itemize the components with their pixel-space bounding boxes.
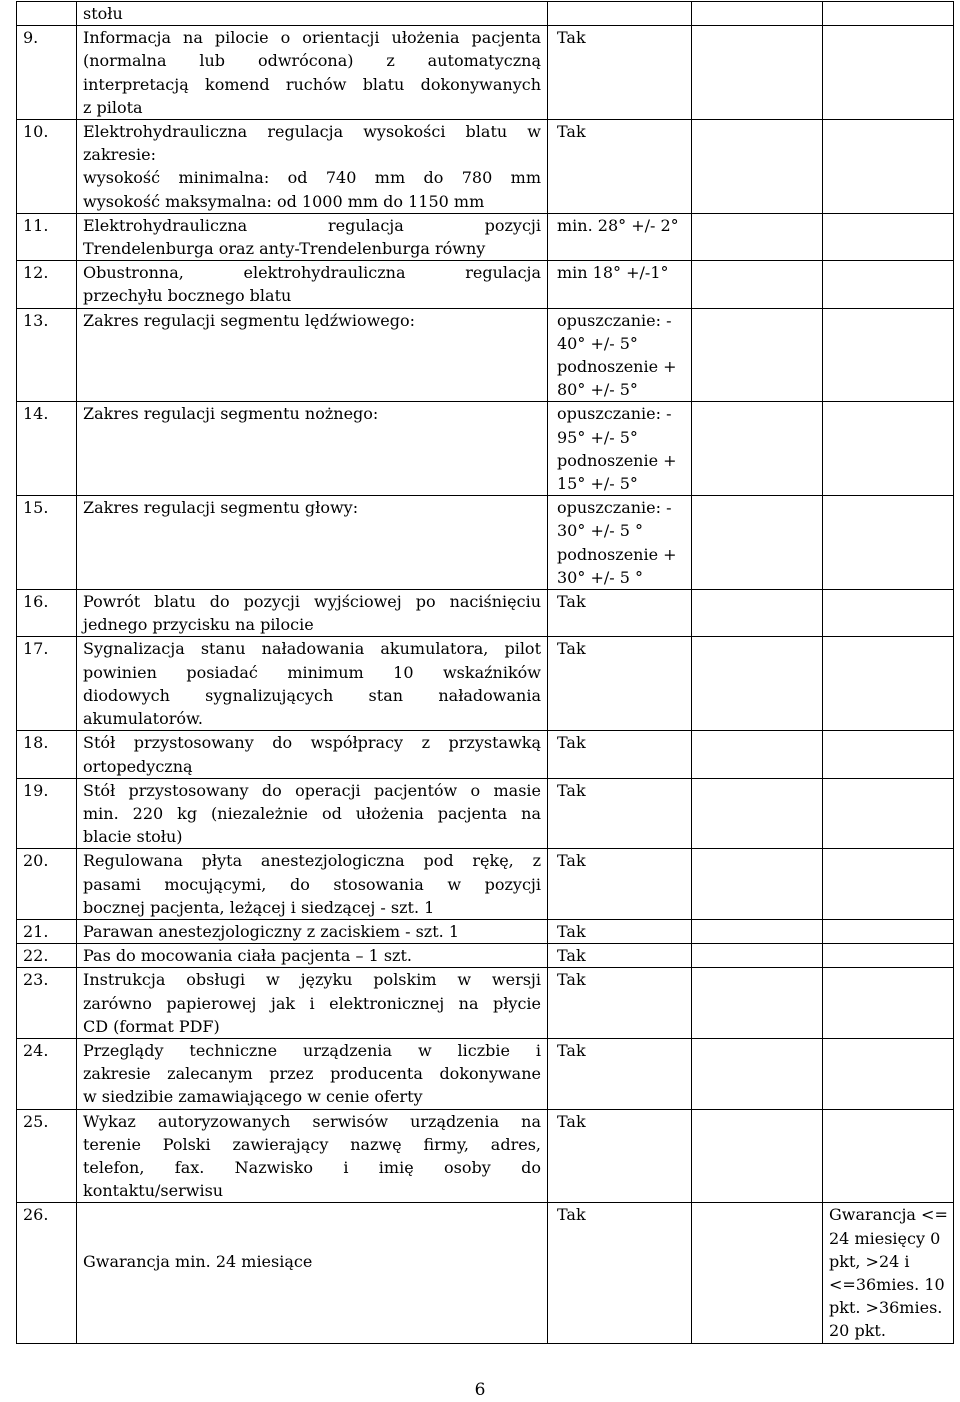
- row-answer-cell: [692, 637, 823, 731]
- row-points-cell: [823, 919, 954, 943]
- row-description-line: min. 220 kg (niezależnie od ułożenia pacjenta na: [83, 803, 541, 823]
- row-description-cell: [77, 2, 548, 26]
- row-answer-cell: [692, 1203, 823, 1343]
- row-description-cell: [77, 1109, 548, 1203]
- row-description-line: bocznej pacjenta, leżącej i siedzącej - szt. 1: [83, 897, 435, 917]
- row-value-line: 30° +/- 5 °: [557, 521, 643, 541]
- row-description-line: ortopedyczną: [83, 756, 193, 776]
- row-description-line: terenie Polski zawierający nazwę firmy, adres,: [83, 1134, 541, 1154]
- row-description-line: akumulatorów.: [83, 709, 203, 729]
- row-value-cell: Tak: [548, 1203, 692, 1343]
- row-number-cell: 21.: [17, 919, 77, 943]
- table-row: [17, 1203, 954, 1343]
- page-number: 6: [474, 1380, 486, 1400]
- points-criteria-line: <=36mies. 10: [829, 1274, 945, 1294]
- row-description-line: zarówno papierowej jak i elektronicznej na płycie: [83, 993, 541, 1013]
- row-description-line: stołu: [83, 4, 123, 23]
- row-description-line: Obustronna, elektrohydrauliczna regulacja: [83, 263, 541, 283]
- row-number-cell: 18.: [17, 731, 77, 778]
- row-value-cell: [548, 731, 692, 778]
- row-value-line: opuszczanie: -: [557, 310, 672, 330]
- row-description-line: Zakres regulacji segmentu nożnego:: [83, 404, 379, 424]
- row-description-line: pasami mocującymi, do stosowania w pozycji: [83, 874, 541, 894]
- row-value-line: Tak: [557, 780, 586, 800]
- row-value-line: 40° +/- 5°: [557, 333, 638, 353]
- row-description-cell: [77, 637, 548, 731]
- row-answer-cell: [692, 496, 823, 590]
- row-description-line: Stół przystosowany do operacji pacjentów o masie: [83, 780, 541, 800]
- row-value-line: podnoszenie +: [557, 450, 677, 470]
- row-answer-cell: [692, 778, 823, 849]
- row-number-cell: 25.: [17, 1109, 77, 1203]
- row-description-cell: [77, 213, 548, 260]
- row-value-cell: [548, 496, 692, 590]
- row-value-line: Tak: [557, 122, 586, 142]
- row-value-line: podnoszenie +: [557, 357, 677, 377]
- row-description-cell: [77, 261, 548, 308]
- row-value-cell: [548, 26, 692, 120]
- row-description-line: z pilota: [83, 97, 143, 117]
- row-description-line: Wykaz autoryzowanych serwisów urządzenia na: [83, 1111, 541, 1131]
- row-description-cell: [77, 778, 548, 849]
- row-description-line: jednego przycisku na pilocie: [83, 615, 314, 635]
- row-answer-cell: [692, 402, 823, 496]
- row-description-line: wysokość maksymalna: od 1000 mm do 1150 mm: [83, 191, 485, 211]
- row-description-line: Elektrohydrauliczna regulacja wysokości blatu w: [83, 122, 541, 142]
- row-number-cell: 19.: [17, 778, 77, 849]
- row-answer-cell: [692, 944, 823, 968]
- row-description-line: Informacja na pilocie o orientacji ułożenia pacjenta: [83, 28, 541, 48]
- points-criteria-line: pkt, >24 i: [829, 1251, 910, 1271]
- row-number-cell: 22.: [17, 944, 77, 968]
- table-row: [17, 919, 954, 943]
- row-description-cell: [77, 120, 548, 214]
- row-description-line: wysokość minimalna: od 740 mm do 780 mm: [83, 168, 541, 188]
- row-description-line: Powrót blatu do pozycji wyjściowej po naciśnięciu: [83, 592, 541, 612]
- table-row: [17, 213, 954, 260]
- row-description-cell: [77, 402, 548, 496]
- row-description-cell: [77, 968, 548, 1039]
- row-points-cell: [823, 308, 954, 402]
- row-description-line: Instrukcja obsługi w języku polskim w wersji: [83, 970, 541, 990]
- row-points-cell: [823, 402, 954, 496]
- row-description-line: kontaktu/serwisu: [83, 1181, 224, 1201]
- row-value-line: Tak: [557, 639, 586, 659]
- row-value-cell: [548, 849, 692, 920]
- row-value-line: podnoszenie +: [557, 544, 677, 564]
- row-value-cell: [548, 590, 692, 637]
- table-row: [17, 308, 954, 402]
- row-description-cell: [77, 496, 548, 590]
- row-points-cell: [823, 637, 954, 731]
- row-answer-cell: [692, 26, 823, 120]
- row-description-line: zakresie:: [83, 145, 156, 165]
- row-value-line: Tak: [557, 28, 586, 48]
- table-row: [17, 496, 954, 590]
- row-number-cell: 24.: [17, 1038, 77, 1109]
- row-points-cell: [823, 731, 954, 778]
- row-description-line: (normalna lub odwrócona) z automatyczną: [83, 51, 541, 71]
- row-value-line: Tak: [557, 921, 586, 941]
- row-number-cell: 16.: [17, 590, 77, 637]
- row-answer-cell: [692, 731, 823, 778]
- row-value-line: Tak: [557, 851, 586, 871]
- row-description-line: Pas do mocowania ciała pacjenta – 1 szt.: [83, 946, 412, 966]
- row-value-cell: [548, 2, 692, 26]
- row-answer-cell: [692, 213, 823, 260]
- row-description-cell: [77, 590, 548, 637]
- row-description-cell: [77, 308, 548, 402]
- row-description-cell: [77, 26, 548, 120]
- row-answer-cell: [692, 308, 823, 402]
- row-description-line: przechyłu bocznego blatu: [83, 286, 292, 306]
- table-row: [17, 1038, 954, 1109]
- row-value-line: min 18° +/-1°: [557, 263, 669, 283]
- row-points-cell: [823, 849, 954, 920]
- row-value-line: 80° +/- 5°: [557, 380, 638, 400]
- row-description-line: Sygnalizacja stanu naładowania akumulatora, pilot: [83, 639, 541, 659]
- row-value-cell: [548, 402, 692, 496]
- row-value-line: Tak: [557, 1111, 586, 1131]
- row-value-line: Tak: [557, 733, 586, 753]
- row-value-line: Tak: [557, 1040, 586, 1060]
- row-value-cell: [548, 637, 692, 731]
- row-answer-cell: [692, 968, 823, 1039]
- row-value-cell: [548, 261, 692, 308]
- row-value-cell: [548, 213, 692, 260]
- row-points-cell: [823, 2, 954, 26]
- row-answer-cell: [692, 120, 823, 214]
- row-description-cell: [77, 1203, 548, 1343]
- row-value-cell: [548, 1038, 692, 1109]
- row-value-line: Tak: [557, 592, 586, 612]
- points-criteria-line: 24 miesięcy 0: [829, 1228, 941, 1248]
- row-points-cell: [823, 26, 954, 120]
- row-value-cell: [548, 308, 692, 402]
- row-description-line: Elektrohydrauliczna regulacja pozycji: [83, 215, 541, 235]
- row-description-line: Zakres regulacji segmentu głowy:: [83, 498, 359, 518]
- row-answer-cell: [692, 1109, 823, 1203]
- row-points-cell: [823, 968, 954, 1039]
- row-value-cell: [548, 120, 692, 214]
- row-value-cell: [548, 968, 692, 1039]
- row-number-cell: 9.: [17, 26, 77, 120]
- points-criteria-line: Gwarancja <=: [829, 1205, 948, 1225]
- row-description-line: powinien posiadać minimum 10 wskaźników: [83, 662, 541, 682]
- row-answer-cell: [692, 1038, 823, 1109]
- row-description-cell: [77, 919, 548, 943]
- row-points-cell: [823, 590, 954, 637]
- points-criteria-line: 20 pkt.: [829, 1321, 886, 1341]
- row-answer-cell: [692, 2, 823, 26]
- table-row: [17, 731, 954, 778]
- row-description-line: Trendelenburga oraz anty-Trendelenburga równy: [83, 239, 486, 259]
- row-value-line: 95° +/- 5°: [557, 427, 638, 447]
- table-row: [17, 26, 954, 120]
- table-row: [17, 778, 954, 849]
- row-points-cell: [823, 1203, 954, 1343]
- row-points-cell: [823, 1109, 954, 1203]
- table-row: [17, 944, 954, 968]
- row-number-cell: 23.: [17, 968, 77, 1039]
- table-row: [17, 1109, 954, 1203]
- row-value-cell: [548, 1109, 692, 1203]
- row-description-line: Zakres regulacji segmentu lędźwiowego:: [83, 310, 416, 330]
- row-points-cell: [823, 120, 954, 214]
- row-number-cell: 15.: [17, 496, 77, 590]
- row-description-line: w siedzibie zamawiającego w cenie oferty: [83, 1087, 423, 1107]
- table-row: [17, 849, 954, 920]
- row-description-line: diodowych sygnalizujących stan naładowania: [83, 685, 541, 705]
- table-row: [17, 120, 954, 214]
- warranty-description: Gwarancja min. 24 miesiące: [83, 1252, 313, 1272]
- row-points-cell: [823, 1038, 954, 1109]
- row-description-line: interpretacją komend ruchów blatu dokonywanych: [83, 74, 541, 94]
- row-number-cell: 12.: [17, 261, 77, 308]
- row-number-cell: 11.: [17, 213, 77, 260]
- row-points-cell: [823, 261, 954, 308]
- specification-table: [16, 1, 954, 1344]
- row-description-line: blacie stołu): [83, 827, 183, 847]
- row-description-line: Regulowana płyta anestezjologiczna pod rękę, z: [83, 851, 541, 871]
- row-description-cell: [77, 944, 548, 968]
- row-number-cell: 20.: [17, 849, 77, 920]
- row-value-line: 15° +/- 5°: [557, 474, 638, 494]
- row-value-line: min. 28° +/- 2°: [557, 215, 679, 235]
- row-number-cell: 26.: [17, 1203, 77, 1343]
- row-value-cell: [548, 919, 692, 943]
- row-points-cell: [823, 496, 954, 590]
- row-answer-cell: [692, 261, 823, 308]
- row-value-line: Tak: [557, 970, 586, 990]
- row-number-cell: 17.: [17, 637, 77, 731]
- row-description-line: CD (format PDF): [83, 1016, 220, 1036]
- row-value-line: 30° +/- 5 °: [557, 567, 643, 587]
- table-row: [17, 261, 954, 308]
- row-value-line: opuszczanie: -: [557, 404, 672, 424]
- row-number-cell: 13.: [17, 308, 77, 402]
- row-number-cell: 10.: [17, 120, 77, 214]
- row-description-line: telefon, fax. Nazwisko i imię osoby do: [83, 1157, 541, 1177]
- points-criteria-line: pkt. >36mies.: [829, 1298, 943, 1318]
- row-value-line: opuszczanie: -: [557, 498, 672, 518]
- row-description-line: zakresie zalecanym przez producenta dokonywane: [83, 1064, 541, 1084]
- row-points-cell: [823, 778, 954, 849]
- table-row: [17, 968, 954, 1039]
- row-description-line: Przeglądy techniczne urządzenia w liczbie i: [83, 1040, 541, 1060]
- row-description-cell: [77, 1038, 548, 1109]
- row-answer-cell: [692, 590, 823, 637]
- table-row: [17, 402, 954, 496]
- row-description-line: Stół przystosowany do współpracy z przystawką: [83, 733, 541, 753]
- row-number-cell: [17, 2, 77, 26]
- table-row: [17, 637, 954, 731]
- row-answer-cell: [692, 919, 823, 943]
- row-value-line: Tak: [557, 946, 586, 966]
- row-description-line: Parawan anestezjologiczny z zaciskiem - szt. 1: [83, 921, 459, 941]
- row-description-cell: [77, 849, 548, 920]
- row-value-cell: [548, 944, 692, 968]
- row-answer-cell: [692, 849, 823, 920]
- specification-table-body: [17, 2, 954, 1344]
- row-points-cell: [823, 944, 954, 968]
- row-description-cell: [77, 731, 548, 778]
- row-number-cell: 14.: [17, 402, 77, 496]
- table-row: [17, 2, 954, 26]
- row-points-cell: [823, 213, 954, 260]
- row-value-cell: [548, 778, 692, 849]
- table-row: [17, 590, 954, 637]
